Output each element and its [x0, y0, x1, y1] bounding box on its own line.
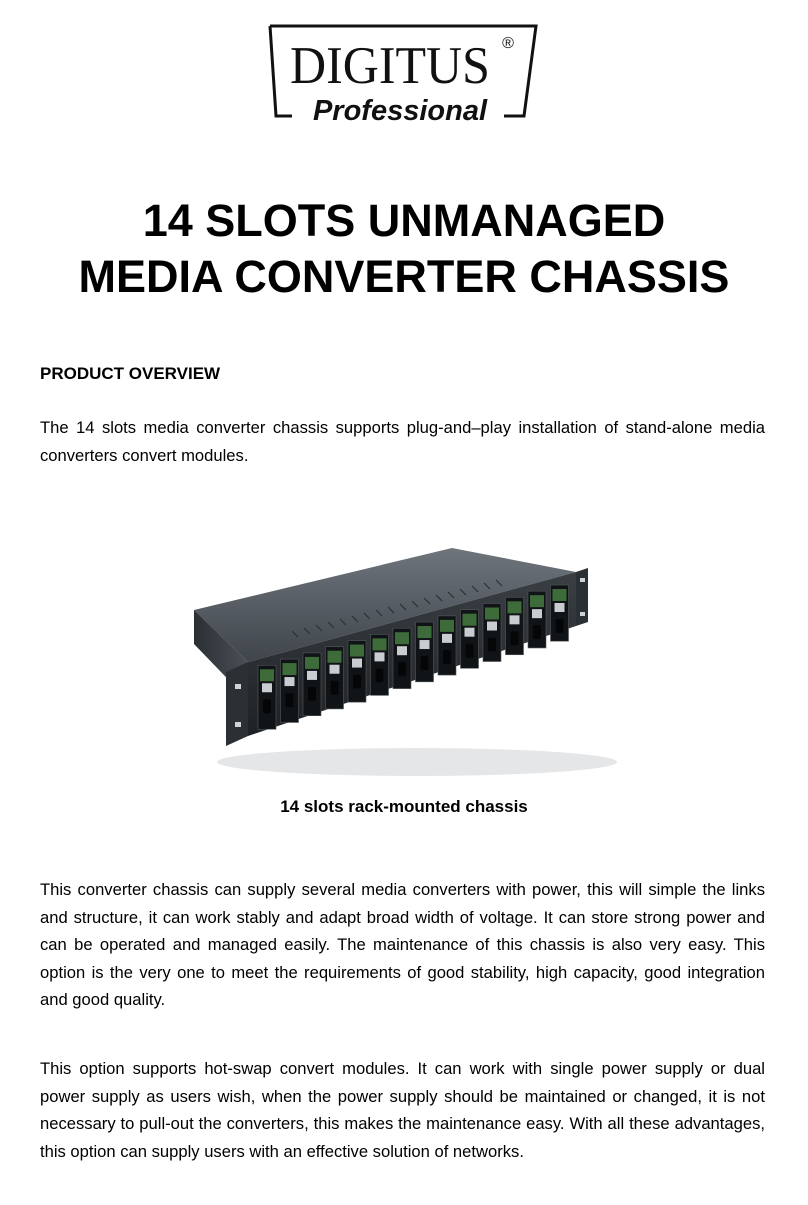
page-title-line2: MEDIA CONVERTER CHASSIS [78, 251, 730, 302]
converter-module-slot [416, 622, 434, 682]
converter-module-slot [281, 659, 299, 722]
rack-mounted-chassis-photo [182, 534, 622, 784]
converter-module-slot [393, 628, 411, 688]
body-paragraph-1: This converter chassis can supply several media converters with power, this will simple the links and structure, it can work stably and adapt broad width of voltage. It can store strong power and can be operated and managed easily. The maintenance of this chassis is also very easy. This option is the very one to meet the requirements of good stability, high capacity, good integration and good quality. [40, 880, 765, 1009]
converter-module-slot [303, 653, 321, 716]
section-heading: PRODUCT OVERVIEW [40, 364, 221, 383]
converter-module-slot [348, 641, 366, 703]
body-paragraph-2: This option supports hot-swap convert modules. It can work with single power supply or dual power supply as users wish, when the power supply should be maintained or changed, it is not necessary to pull-out the converters, this makes the maintenance easy. With all these advantages, this option can supply users with an effective solution of networks. [40, 1059, 765, 1161]
converter-module-slot [438, 616, 456, 675]
brand-tagline: Professional [312, 95, 488, 126]
converter-module-slot [371, 634, 389, 695]
registered-mark: ® [502, 35, 514, 52]
brand-name: DIGITUS [290, 36, 490, 96]
converter-module-slot [506, 597, 524, 654]
page-title-line1: 14 SLOTS UNMANAGED [142, 195, 666, 246]
overview-paragraph: The 14 slots media converter chassis supports plug-and–play installation of stand-alone media converters convert modules. [40, 418, 765, 465]
converter-module-slot [483, 604, 501, 662]
converter-module-slot [528, 591, 546, 648]
digitus-professional-logo [262, 20, 546, 126]
converter-module-slot [258, 665, 276, 729]
converter-module-slot [461, 610, 479, 669]
figure-caption: 14 slots rack-mounted chassis [280, 797, 528, 816]
converter-module-slot [326, 647, 344, 709]
converter-module-slot [551, 585, 569, 641]
